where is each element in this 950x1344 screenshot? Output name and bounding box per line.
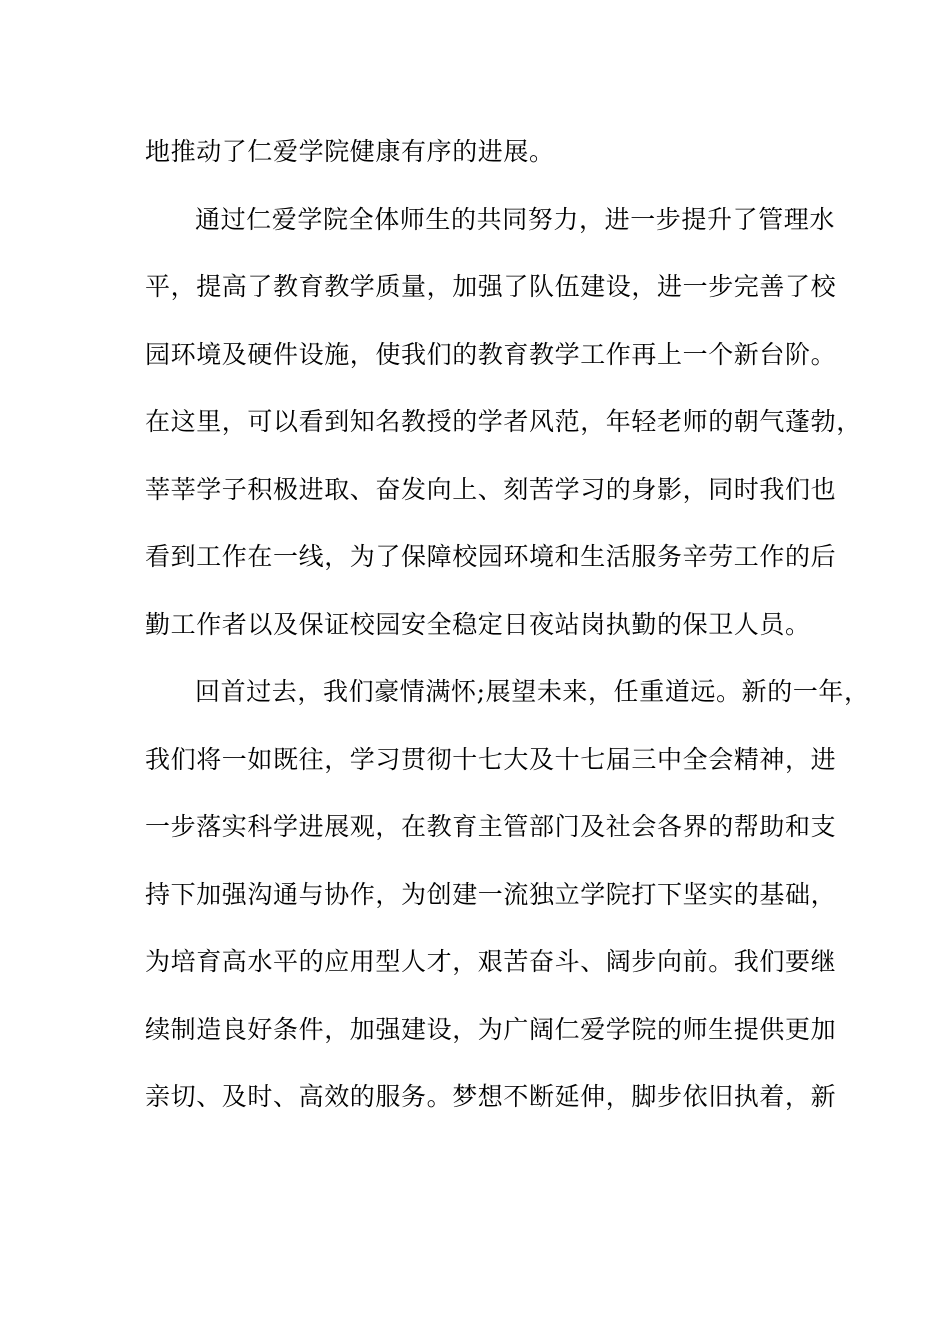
text-line: 园环境及硬件设施，使我们的教育教学工作再上一个新台阶。 xyxy=(145,339,837,369)
text-line: 续制造良好条件，加强建设，为广阔仁爱学院的师生提供更加 xyxy=(145,1014,837,1044)
text-line: 勤工作者以及保证校园安全稳定日夜站岗执勤的保卫人员。 xyxy=(145,609,811,639)
paragraph-first-line: 回首过去，我们豪情满怀;展望未来，任重道远。新的一年， xyxy=(195,677,870,706)
text-line: 为培育高水平的应用型人才，艰苦奋斗、阔步向前。我们要继 xyxy=(145,947,837,976)
text-line: 亲切、及时、高效的服务。梦想不断延伸，脚步依旧执着，新 xyxy=(145,1082,837,1111)
text-line: 一步落实科学进展观，在教育主管部门及社会各界的帮助和支 xyxy=(145,812,837,841)
text-line: 莘莘学子积极进取、奋发向上、刻苦学习的身影，同时我们也 xyxy=(145,474,837,504)
text-line: 地推动了仁爱学院健康有序的进展。 xyxy=(145,137,555,166)
paragraph-first-line: 通过仁爱学院全体师生的共同努力，进一步提升了管理水 xyxy=(195,204,836,234)
text-line: 看到工作在一线，为了保障校园环境和生活服务辛劳工作的后 xyxy=(145,542,837,571)
text-line: 在这里，可以看到知名教授的学者风范，年轻老师的朝气蓬勃， xyxy=(145,407,862,436)
body-text xyxy=(145,128,870,1141)
text-line: 持下加强沟通与协作，为创建一流独立学院打下坚实的基础， xyxy=(145,879,837,909)
text-line: 平，提高了教育教学质量，加强了队伍建设，进一步完善了校 xyxy=(145,272,837,301)
text-line: 我们将一如既往，学习贯彻十七大及十七届三中全会精神，进 xyxy=(145,744,837,774)
